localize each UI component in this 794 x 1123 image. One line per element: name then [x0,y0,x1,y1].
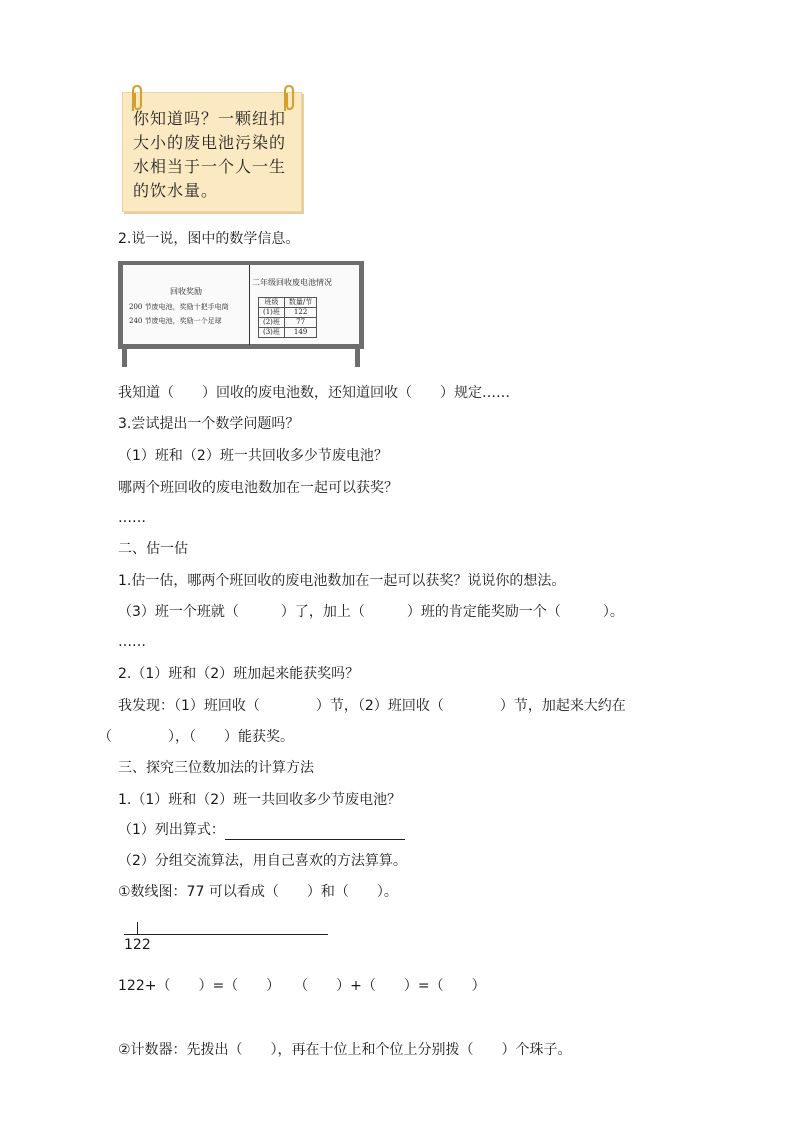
table-header: 数量/节 [284,298,316,308]
calc-1b: （2）分组交流算法，用自己喜欢的方法算算。 [118,853,407,869]
estimate-2b: （ ），（ ）能获奖。 [98,729,294,745]
table-header: 班级 [259,298,285,308]
estimate-2a: 我发现：（1）班回收（ ）节，（2）班回收（ ）节，加起来大约在 [118,698,626,714]
board-leg [355,347,360,367]
battery-table [258,297,317,338]
number-line [124,934,328,935]
question-2: 2.说一说，图中的数学信息。 [118,231,300,247]
bulletin-board [118,261,364,369]
table-cell: (1)班 [259,308,285,318]
board-divider [249,265,250,345]
equation-row: 122+（ ）=（ ） （ ）+（ ）=（ ） [118,978,486,994]
section-2-title: 二、估一估 [118,541,188,557]
question-3b: 哪两个班回收的废电池数加在一起可以获奖？ [118,480,398,496]
table-cell: 149 [284,328,316,338]
board-left-title: 回收奖励 [170,287,202,296]
table-row [259,328,317,338]
calc-1a-label: （1）列出算式： [118,822,225,838]
ellipsis: …… [118,510,146,526]
board-rule-1: 200 节废电池，奖励十把手电筒 [129,303,229,311]
ellipsis: …… [118,634,146,650]
answer-blank[interactable] [225,825,405,840]
table-cell: 122 [284,308,316,318]
calc-1d: ②计数器：先拨出（ ），再在十位上和个位上分别拨（ ）个珠子。 [118,1042,572,1058]
note-text: 你知道吗？一颗纽扣大小的废电池污染的水相当于一个人一生的饮水量。 [133,109,287,200]
question-3: 3.尝试提出一个数学问题吗？ [118,416,300,432]
board-leg [122,347,127,367]
number-line-tick [137,922,138,934]
number-line-label: 122 [124,937,151,953]
table-cell: (3)班 [259,328,285,338]
question-3a: （1）班和（2）班一共回收多少节废电池？ [118,448,388,464]
table-row [259,318,317,328]
estimate-2: 2.（1）班和（2）班加起来能获奖吗？ [118,666,360,682]
board-right-title: 二年级回收废电池情况 [252,278,332,287]
estimate-1a: （3）班一个班就（ ）了，加上（ ）班的肯定能奖励一个（ ）。 [118,604,624,620]
board-rule-2: 240 节废电池，奖励一个足球 [129,317,222,325]
note-card [122,92,302,212]
calc-1a [118,820,405,840]
i-know-text: 我知道（ ）回收的废电池数，还知道回收（ ）规定…… [118,385,510,401]
table-row [259,308,317,318]
section-3-title: 三、探究三位数加法的计算方法 [118,760,314,776]
calc-1: 1.（1）班和（2）班一共回收多少节废电池？ [118,792,402,808]
calc-1c: ①数线图：77 可以看成（ ）和（ ）。 [118,884,398,900]
estimate-1: 1.估一估，哪两个班回收的废电池数加在一起可以获奖？说说你的想法。 [118,573,566,589]
table-cell: (2)班 [259,318,285,328]
table-cell: 77 [284,318,316,328]
